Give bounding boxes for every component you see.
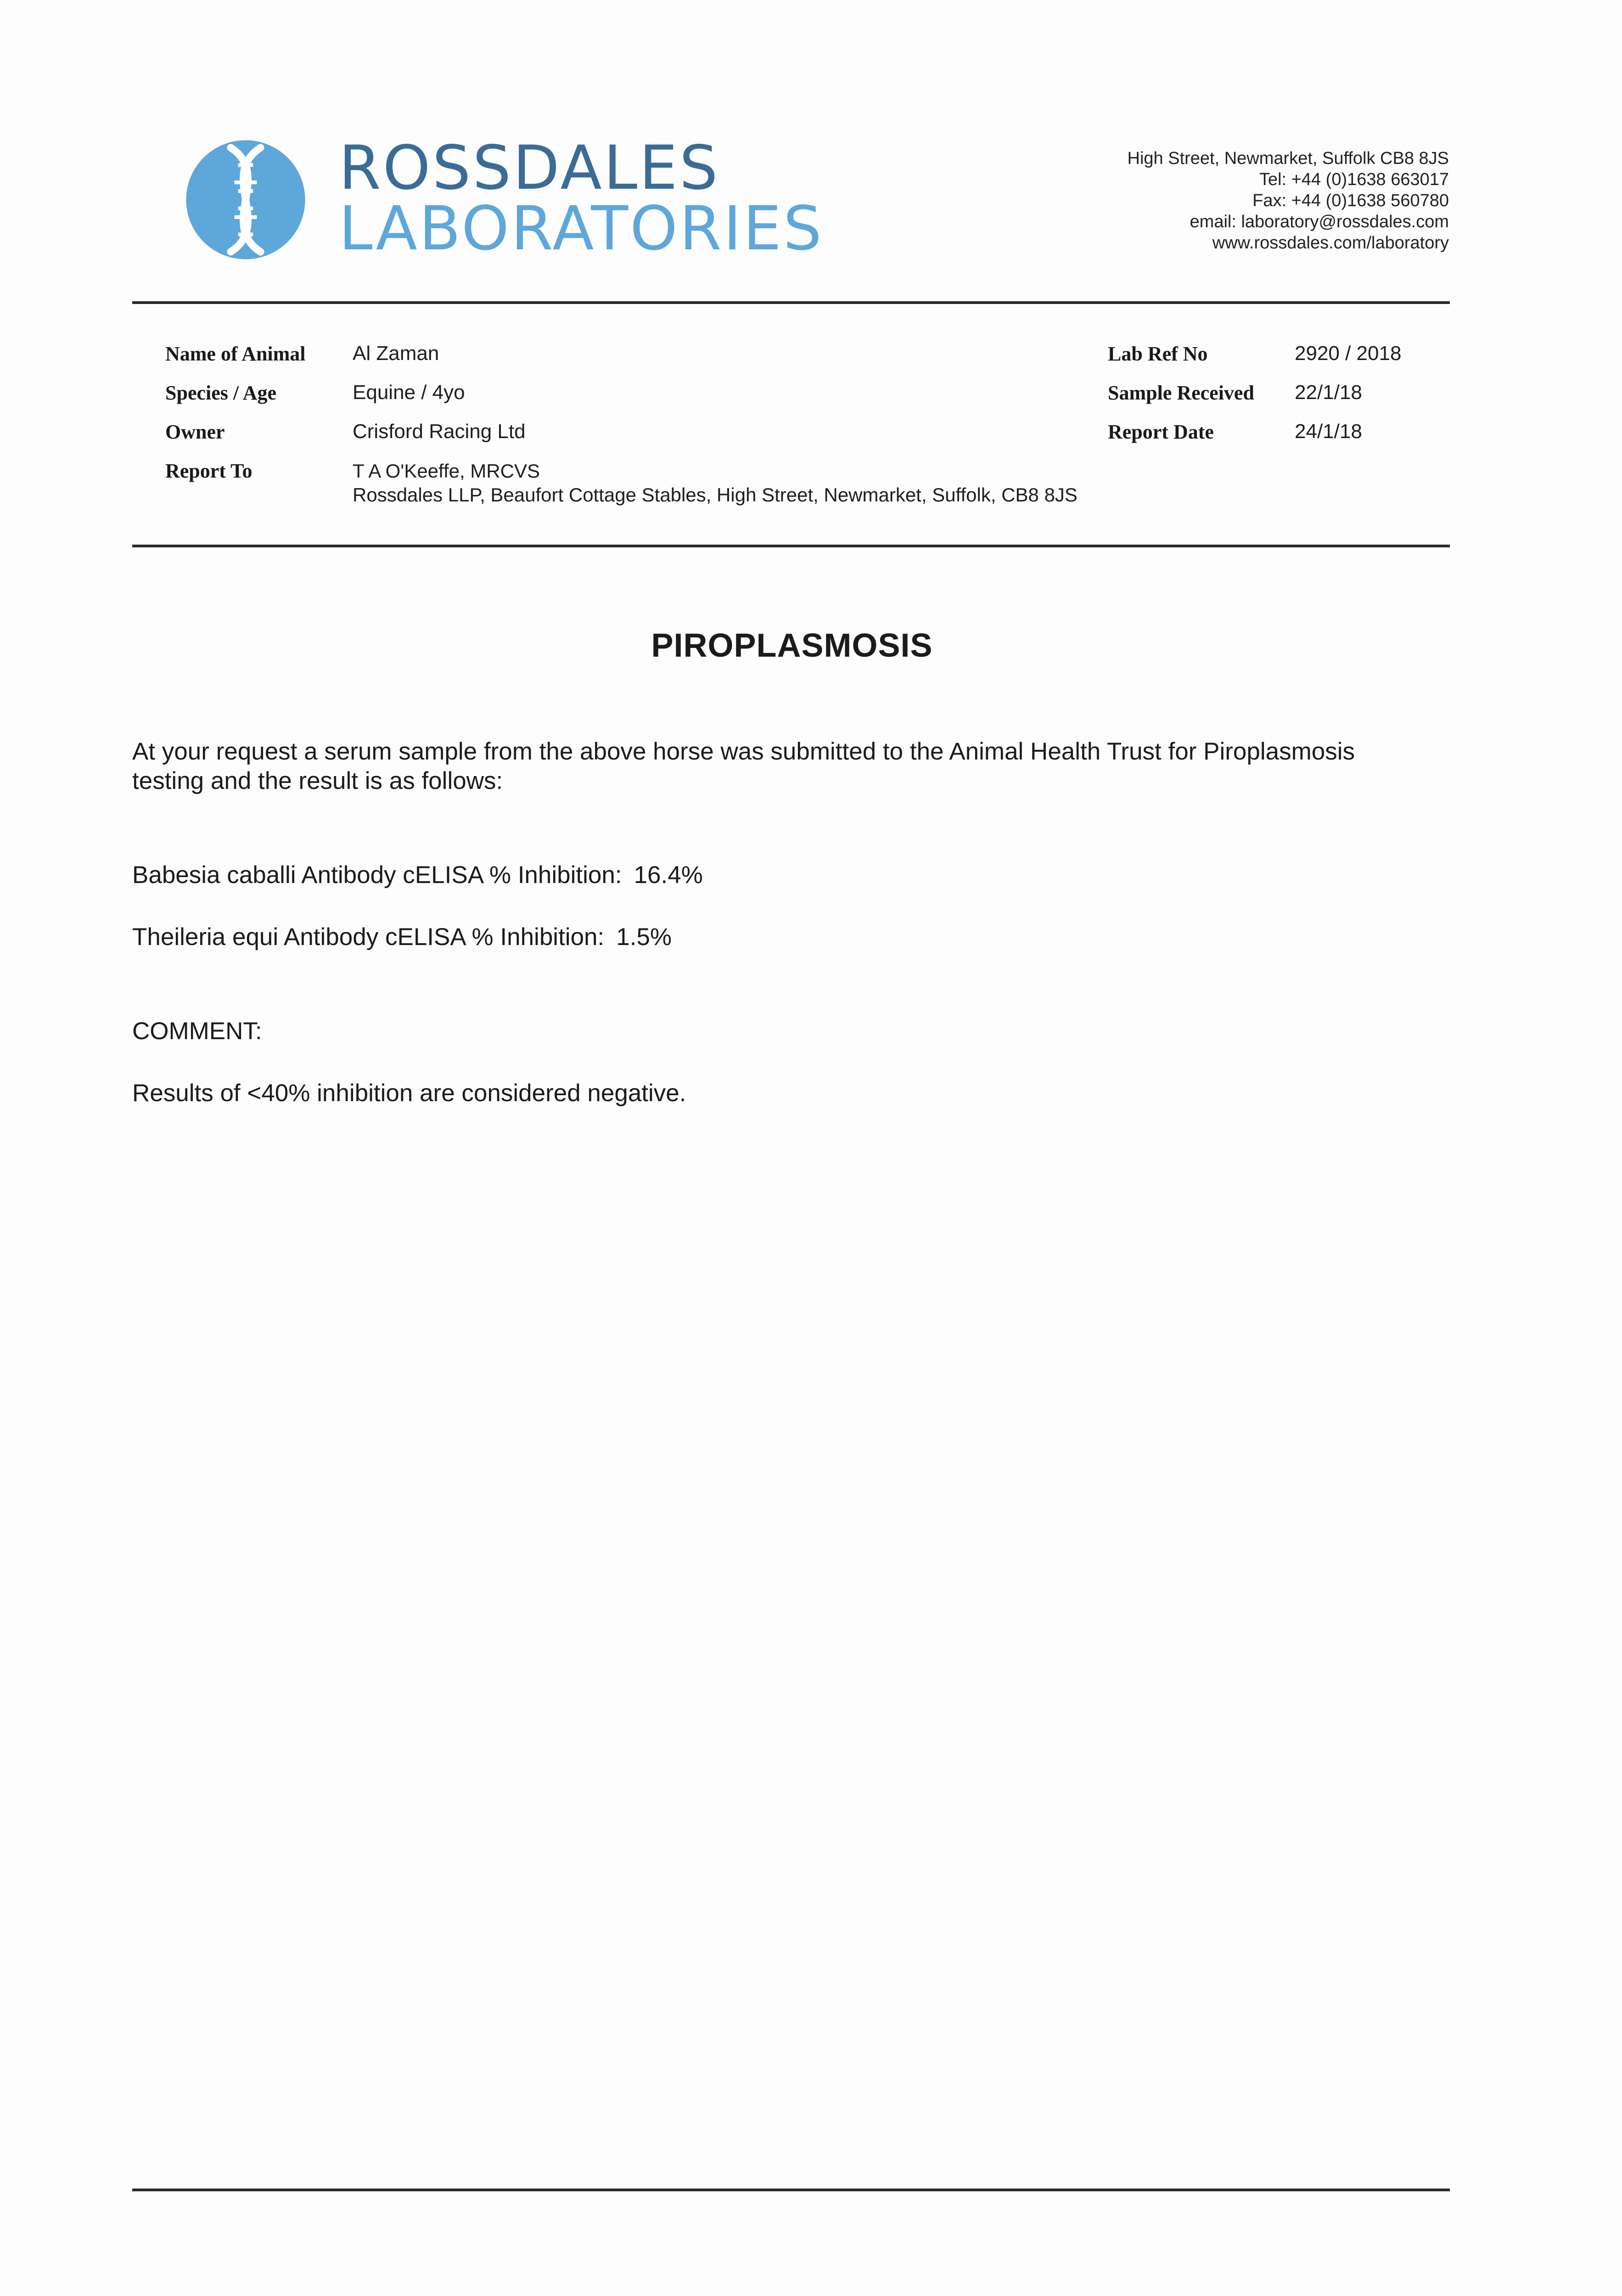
company-logo [339, 133, 824, 264]
sample-received-value: 22/1/18 [1295, 381, 1362, 404]
result-babesia-label: Babesia caballi Antibody cELISA % Inhibition: [132, 861, 622, 889]
header-divider [132, 301, 1450, 304]
address-fax: Fax: +44 (0)1638 560780 [1252, 191, 1449, 210]
comment-text: Results of <40% inhibition are considered negative. [132, 1080, 686, 1107]
result-babesia [132, 861, 703, 889]
footer-divider [132, 2189, 1450, 2191]
owner-label: Owner [165, 421, 225, 443]
report-title: PIROPLASMOSIS [651, 627, 933, 664]
result-babesia-value: 16.4% [634, 861, 703, 889]
report-date-value: 24/1/18 [1295, 420, 1362, 443]
comment-heading: COMMENT: [132, 1018, 262, 1045]
report-to-recipient: T A O'Keeffe, MRCVS [353, 460, 540, 482]
report-intro: At your request a serum sample from the above horse was submitted to the Animal Health Trust for Piroplasmosis testing and the result is as follows: [132, 738, 1355, 794]
sample-received-label: Sample Received [1108, 382, 1254, 404]
report-date-label: Report Date [1108, 421, 1214, 443]
company-address [1128, 148, 1449, 253]
address-tel: Tel: +44 (0)1638 663017 [1259, 170, 1449, 189]
address-street: High Street, Newmarket, Suffolk CB8 8JS [1127, 149, 1449, 168]
lab-ref-value: 2920 / 2018 [1295, 342, 1402, 365]
name-of-animal-label: Name of Animal [165, 343, 306, 365]
name-of-animal-value: Al Zaman [353, 342, 439, 365]
address-email[interactable]: email: laboratory@rossdales.com [1190, 212, 1449, 231]
report-to-address: Rossdales LLP, Beaufort Cottage Stables, High Street, Newmarket, Suffolk, CB8 8JS [353, 484, 1078, 506]
logo-line-laboratories: LABORATORIES [339, 193, 824, 264]
report-to-value [353, 459, 1078, 507]
report-to-label: Report To [165, 460, 253, 482]
result-theileria-label: Theileria equi Antibody cELISA % Inhibition: [132, 923, 605, 951]
result-theileria [132, 923, 672, 951]
species-age-label: Species / Age [165, 382, 276, 404]
logo-line-rossdales: ROSSDALES [339, 133, 720, 203]
lab-ref-label: Lab Ref No [1108, 343, 1208, 365]
dna-helix-icon [184, 138, 308, 262]
result-theileria-value: 1.5% [616, 923, 672, 951]
details-divider [132, 545, 1450, 547]
owner-value: Crisford Racing Ltd [353, 420, 526, 443]
address-website[interactable]: www.rossdales.com/laboratory [1212, 233, 1449, 253]
species-age-value: Equine / 4yo [353, 381, 465, 404]
